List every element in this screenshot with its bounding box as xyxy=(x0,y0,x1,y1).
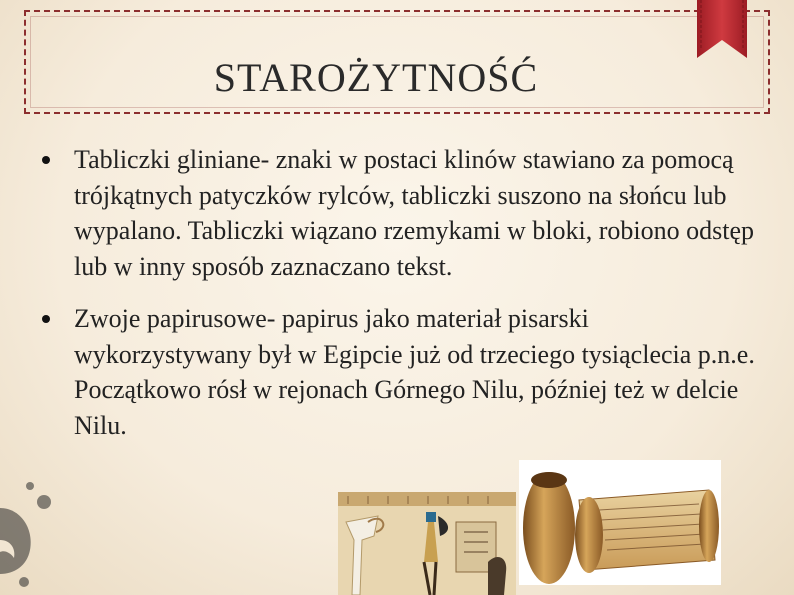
bullet-item-papyrus-scrolls xyxy=(42,301,762,443)
bullet-dot-icon xyxy=(42,315,50,323)
egyptian-papyrus-painting-image xyxy=(338,492,516,595)
bullet-text: Tabliczki gliniane- znaki w postaci klinów stawiano za pomocą trójkątnych patyczków rylców, tabliczki suszono na słońcu lub wypalano. Tabliczki wiązano rzemykami w bloki, robiono odstęp lub w inny sposób zaznaczano tekst. xyxy=(74,145,755,281)
bullet-list xyxy=(42,142,762,460)
ancient-scrolls-image xyxy=(519,460,721,585)
bookmark-ribbon-icon xyxy=(697,0,747,58)
bullet-dot-icon xyxy=(42,156,50,164)
bullet-item-clay-tablets xyxy=(42,142,762,284)
title-frame xyxy=(24,10,770,114)
slide-title: STAROŻYTNOŚĆ xyxy=(213,55,539,100)
ornament-swirl-icon xyxy=(0,478,70,595)
bullet-text: Zwoje papirusowe- papirus jako materiał pisarski wykorzystywany był w Egipcie już od trzeciego tysiąclecia p.n.e. Początkowo rósł w rejonach Górnego Nilu, później też w delcie Nilu. xyxy=(74,304,755,440)
